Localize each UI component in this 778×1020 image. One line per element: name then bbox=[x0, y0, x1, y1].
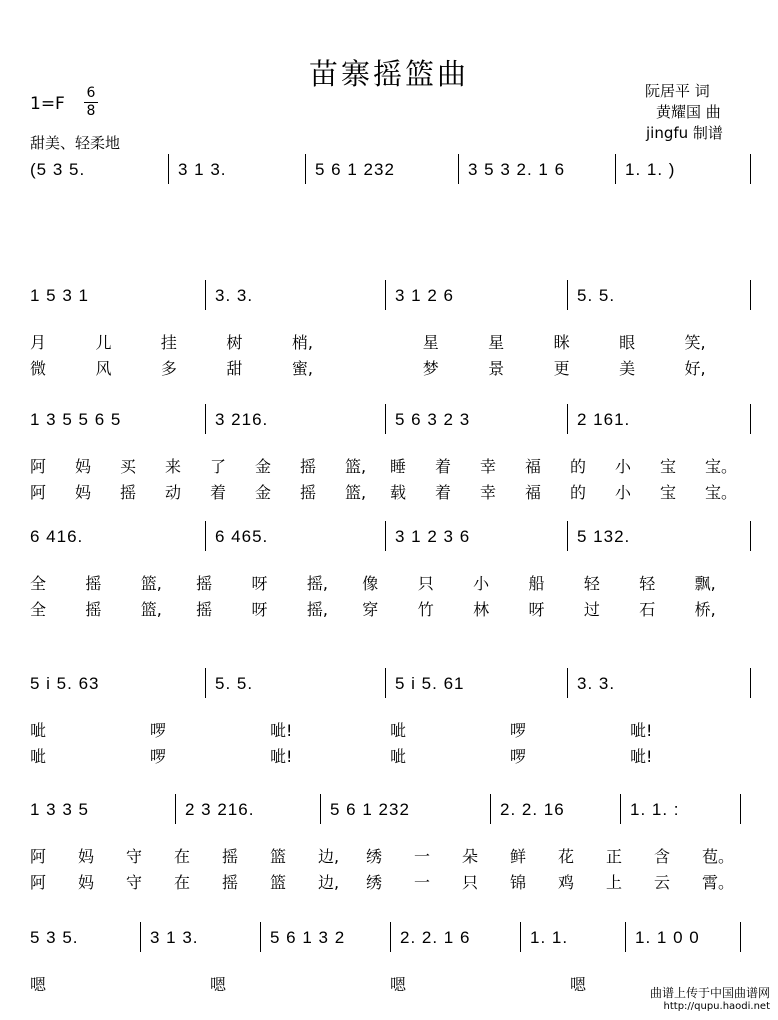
lyric-syllable: 花 bbox=[558, 847, 575, 866]
lyric-syllable: 摇 bbox=[222, 873, 239, 892]
lyric-syllable: 过 bbox=[583, 600, 600, 619]
lyric-syllable: 嗯 bbox=[210, 975, 227, 994]
lyric-syllable: 小 bbox=[615, 457, 632, 476]
measure: 5 6 1 232 bbox=[330, 800, 410, 819]
measure: 1. 1 0 0 bbox=[635, 928, 700, 947]
lyric-syllable: 摇 bbox=[300, 483, 317, 502]
lyric-syllable: 绣 bbox=[366, 873, 383, 892]
lyric-syllable: 在 bbox=[174, 873, 191, 892]
lyric-syllable: 宝。 bbox=[705, 457, 738, 476]
lyric-syllable: 星 bbox=[488, 333, 505, 352]
measure: (5 3 5. bbox=[30, 160, 86, 179]
bar-line bbox=[168, 154, 169, 184]
time-signature bbox=[84, 86, 98, 119]
lyric-syllable: 多 bbox=[160, 359, 177, 378]
bar-line bbox=[205, 404, 206, 434]
measure: 6 465. bbox=[215, 527, 269, 546]
key-signature: 1=F bbox=[30, 94, 65, 114]
lyric-syllable: 摇 bbox=[300, 457, 317, 476]
lyric-syllable: 妈 bbox=[75, 457, 92, 476]
lyric-syllable: 像 bbox=[362, 574, 379, 593]
bar-line bbox=[520, 922, 521, 952]
lyric-syllable: 摇 bbox=[120, 483, 137, 502]
bar-line bbox=[567, 404, 568, 434]
lyric-syllable: 啰 bbox=[150, 721, 167, 740]
footer-line-1: 曲谱上传于中国曲谱网 bbox=[649, 986, 770, 1000]
bar-line bbox=[567, 668, 568, 698]
lyric-syllable: 只 bbox=[462, 873, 479, 892]
bar-line bbox=[205, 668, 206, 698]
lyric-syllable: 鲜 bbox=[510, 847, 527, 866]
lyric-syllable: 飘, bbox=[694, 574, 716, 593]
measure: 3 1 2 3 6 bbox=[395, 527, 471, 546]
bar-line bbox=[260, 922, 261, 952]
lyric-syllable: 啰 bbox=[510, 747, 527, 766]
measure: 1 5 3 1 bbox=[30, 286, 89, 305]
measure: 2. 2. 1 6 bbox=[400, 928, 471, 947]
measure: 6 416. bbox=[30, 527, 84, 546]
lyric-syllable: 梢, bbox=[291, 333, 313, 352]
lyricist-credit: 阮居平 词 bbox=[645, 82, 710, 100]
lyric-syllable: 呲 bbox=[390, 747, 407, 766]
lyric-syllable: 的 bbox=[570, 483, 587, 502]
lyric-syllable: 买 bbox=[120, 457, 137, 476]
footer-line-2: http://qupu.haodi.net bbox=[663, 1001, 770, 1012]
lyric-syllable: 微 bbox=[30, 359, 47, 378]
lyric-syllable: 风 bbox=[95, 359, 112, 378]
lyric-syllable: 含 bbox=[654, 847, 671, 866]
bar-line bbox=[385, 404, 386, 434]
lyric-syllable: 月 bbox=[30, 333, 47, 352]
lyric-syllable: 摇 bbox=[196, 600, 213, 619]
lyric-syllable: 篮, bbox=[345, 483, 367, 502]
bar-line bbox=[750, 280, 751, 310]
lyric-syllable: 朵 bbox=[462, 847, 479, 866]
meter-numerator: 6 bbox=[86, 85, 96, 101]
lyric-syllable: 桥, bbox=[694, 600, 716, 619]
lyric-syllable: 篮 bbox=[270, 873, 287, 892]
lyric-syllable: 呲! bbox=[630, 747, 653, 766]
lyric-syllable: 福 bbox=[525, 457, 542, 476]
measure: 1. 1. : bbox=[630, 800, 680, 819]
lyric-syllable: 呲! bbox=[270, 721, 293, 740]
measure: 1 3 3 5 bbox=[30, 800, 89, 819]
lyric-syllable: 呲 bbox=[30, 721, 47, 740]
lyric-syllable: 宝。 bbox=[705, 483, 738, 502]
lyric-syllable: 鸡 bbox=[558, 873, 575, 892]
lyric-syllable: 摇 bbox=[196, 574, 213, 593]
lyric-syllable: 呀 bbox=[528, 600, 545, 619]
bar-line bbox=[385, 521, 386, 551]
bar-line bbox=[740, 794, 741, 824]
lyric-syllable: 幸 bbox=[480, 457, 497, 476]
lyric-syllable: 篮, bbox=[140, 574, 162, 593]
lyric-syllable: 守 bbox=[126, 847, 143, 866]
lyric-syllable: 一 bbox=[414, 873, 431, 892]
lyric-syllable: 摇, bbox=[306, 600, 329, 619]
lyric-syllable: 着 bbox=[210, 483, 227, 502]
measure: 3 216. bbox=[215, 410, 269, 429]
lyric-syllable: 呲! bbox=[630, 721, 653, 740]
lyric-syllable: 甜 bbox=[226, 359, 243, 378]
lyric-syllable: 着 bbox=[435, 457, 452, 476]
lyric-syllable: 霄。 bbox=[702, 873, 735, 892]
lyric-syllable: 好, bbox=[684, 359, 706, 378]
lyric-syllable: 上 bbox=[606, 873, 623, 892]
lyric-syllable: 着 bbox=[435, 483, 452, 502]
lyric-syllable: 啰 bbox=[150, 747, 167, 766]
lyric-syllable: 呲 bbox=[390, 721, 407, 740]
lyric-syllable: 眯 bbox=[553, 333, 570, 352]
lyric-syllable: 在 bbox=[174, 847, 191, 866]
measure: 5 6 1 3 2 bbox=[270, 928, 346, 947]
bar-line bbox=[740, 922, 741, 952]
lyric-syllable: 摇 bbox=[85, 574, 102, 593]
bar-line bbox=[750, 668, 751, 698]
bar-line bbox=[205, 280, 206, 310]
lyric-syllable: 守 bbox=[126, 873, 143, 892]
bar-line bbox=[625, 922, 626, 952]
lyric-syllable: 宝 bbox=[660, 457, 677, 476]
lyric-syllable: 苞。 bbox=[702, 847, 735, 866]
lyric-syllable: 梦 bbox=[422, 359, 439, 378]
lyric-syllable: 小 bbox=[615, 483, 632, 502]
measure: 1 3 5 5 6 5 bbox=[30, 410, 122, 429]
bar-line bbox=[750, 404, 751, 434]
lyric-syllable: 篮, bbox=[140, 600, 162, 619]
bar-line bbox=[175, 794, 176, 824]
lyric-syllable: 妈 bbox=[78, 873, 95, 892]
lyric-syllable: 幸 bbox=[480, 483, 497, 502]
measure: 5 6 3 2 3 bbox=[395, 410, 471, 429]
bar-line bbox=[390, 922, 391, 952]
bar-line bbox=[750, 154, 751, 184]
engraver-credit: jingfu 制谱 bbox=[646, 124, 723, 142]
lyric-syllable: 竹 bbox=[417, 600, 434, 619]
lyric-syllable: 福 bbox=[525, 483, 542, 502]
measure: 2. 2. 16 bbox=[500, 800, 565, 819]
lyric-syllable: 篮, bbox=[345, 457, 367, 476]
lyric-syllable: 篮 bbox=[270, 847, 287, 866]
lyric-syllable: 的 bbox=[570, 457, 587, 476]
bar-line bbox=[385, 280, 386, 310]
measure: 2 161. bbox=[577, 410, 631, 429]
bar-line bbox=[385, 668, 386, 698]
lyric-syllable: 载 bbox=[390, 483, 407, 502]
lyric-syllable: 呲 bbox=[30, 747, 47, 766]
lyric-syllable: 正 bbox=[606, 847, 623, 866]
lyric-syllable: 石 bbox=[639, 600, 656, 619]
measure: 1. 1. ) bbox=[625, 160, 676, 179]
lyric-syllable: 呀 bbox=[251, 574, 268, 593]
lyric-syllable: 绣 bbox=[366, 847, 383, 866]
bar-line bbox=[458, 154, 459, 184]
bar-line bbox=[567, 521, 568, 551]
bar-line bbox=[205, 521, 206, 551]
lyric-syllable: 穿 bbox=[362, 600, 379, 619]
lyric-syllable: 边, bbox=[318, 873, 340, 892]
lyric-syllable: 啰 bbox=[510, 721, 527, 740]
lyric-syllable: 宝 bbox=[660, 483, 677, 502]
bar-line bbox=[620, 794, 621, 824]
bar-line bbox=[567, 280, 568, 310]
lyric-syllable: 全 bbox=[30, 574, 47, 593]
lyric-syllable: 动 bbox=[165, 483, 182, 502]
lyric-syllable: 呲! bbox=[270, 747, 293, 766]
lyric-syllable: 挂 bbox=[160, 333, 177, 352]
measure: 2 3 216. bbox=[185, 800, 255, 819]
lyric-syllable: 笑, bbox=[684, 333, 706, 352]
bar-line bbox=[615, 154, 616, 184]
measure: 3 1 3. bbox=[178, 160, 227, 179]
lyric-syllable: 景 bbox=[488, 359, 505, 378]
measure: 5 3 5. bbox=[30, 928, 79, 947]
measure: 5 i 5. 61 bbox=[395, 674, 465, 693]
bar-line bbox=[750, 521, 751, 551]
bar-line bbox=[305, 154, 306, 184]
lyric-syllable: 全 bbox=[30, 600, 47, 619]
lyric-syllable: 星 bbox=[422, 333, 439, 352]
lyric-syllable: 嗯 bbox=[570, 975, 587, 994]
measure: 3. 3. bbox=[577, 674, 616, 693]
lyric-syllable: 更 bbox=[553, 359, 570, 378]
lyric-syllable: 金 bbox=[255, 483, 272, 502]
lyric-syllable: 摇 bbox=[85, 600, 102, 619]
lyric-syllable: 呀 bbox=[251, 600, 268, 619]
lyric-syllable: 一 bbox=[414, 847, 431, 866]
lyric-syllable: 阿 bbox=[30, 483, 47, 502]
lyric-syllable: 儿 bbox=[95, 333, 112, 352]
lyric-syllable: 轻 bbox=[639, 574, 656, 593]
lyric-syllable: 边, bbox=[318, 847, 340, 866]
lyric-syllable: 美 bbox=[619, 359, 636, 378]
lyric-syllable: 阿 bbox=[30, 873, 47, 892]
lyric-syllable: 眼 bbox=[619, 333, 636, 352]
lyric-syllable: 蜜, bbox=[291, 359, 313, 378]
lyric-syllable: 嗯 bbox=[30, 975, 47, 994]
lyric-syllable: 小 bbox=[473, 574, 490, 593]
lyric-syllable: 阿 bbox=[30, 457, 47, 476]
lyric-syllable: 云 bbox=[654, 873, 671, 892]
lyric-syllable: 轻 bbox=[583, 574, 600, 593]
lyric-syllable: 金 bbox=[255, 457, 272, 476]
page-title: 苗寨摇篮曲 bbox=[308, 57, 469, 91]
bar-line bbox=[140, 922, 141, 952]
lyric-syllable: 嗯 bbox=[390, 975, 407, 994]
lyric-syllable: 妈 bbox=[78, 847, 95, 866]
lyric-syllable: 阿 bbox=[30, 847, 47, 866]
lyric-syllable: 睡 bbox=[390, 457, 407, 476]
measure: 5 132. bbox=[577, 527, 631, 546]
bar-line bbox=[320, 794, 321, 824]
composer-credit: 黄耀国 曲 bbox=[656, 103, 721, 121]
lyric-syllable: 摇 bbox=[222, 847, 239, 866]
measure: 5 i 5. 63 bbox=[30, 674, 100, 693]
tempo-marking: 甜美、轻柔地 bbox=[30, 134, 121, 152]
measure: 3 1 2 6 bbox=[395, 286, 454, 305]
lyric-syllable: 摇, bbox=[306, 574, 329, 593]
lyric-syllable: 妈 bbox=[75, 483, 92, 502]
lyric-syllable: 锦 bbox=[510, 873, 527, 892]
measure: 5. 5. bbox=[577, 286, 616, 305]
lyric-syllable: 船 bbox=[528, 574, 545, 593]
lyric-syllable: 树 bbox=[226, 333, 243, 352]
meter-denominator: 8 bbox=[86, 103, 96, 119]
bar-line bbox=[490, 794, 491, 824]
measure: 3. 3. bbox=[215, 286, 254, 305]
lyric-syllable: 了 bbox=[210, 457, 227, 476]
lyric-syllable: 只 bbox=[417, 574, 434, 593]
lyric-syllable: 林 bbox=[473, 600, 490, 619]
measure: 3 5 3 2. 1 6 bbox=[468, 160, 566, 179]
measure: 3 1 3. bbox=[150, 928, 199, 947]
measure: 5 6 1 232 bbox=[315, 160, 395, 179]
measure: 1. 1. bbox=[530, 928, 569, 947]
measure: 5. 5. bbox=[215, 674, 254, 693]
lyric-syllable: 来 bbox=[165, 457, 182, 476]
footer bbox=[650, 986, 770, 1014]
